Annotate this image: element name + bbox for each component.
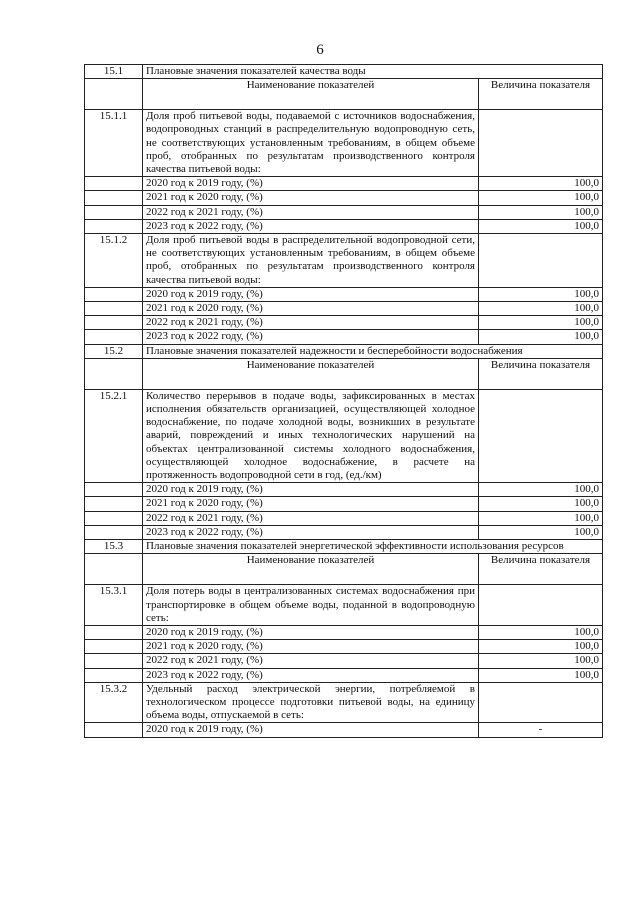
row-label: 2020 год к 2019 году, (%) xyxy=(143,177,479,191)
row-label: 2021 год к 2020 году, (%) xyxy=(143,640,479,654)
table-row xyxy=(85,525,603,539)
table-row xyxy=(85,640,603,654)
indicator-number: 15.3.2 xyxy=(85,682,143,723)
row-number-blank xyxy=(85,177,143,191)
row-value: 100,0 xyxy=(479,640,603,654)
section-number: 15.3 xyxy=(85,540,143,554)
header-name: Наименование показателей xyxy=(143,358,479,389)
row-number-blank xyxy=(85,511,143,525)
row-number-blank xyxy=(85,316,143,330)
row-number-blank xyxy=(85,205,143,219)
table-row xyxy=(85,177,603,191)
table-row xyxy=(85,205,603,219)
page-number: 6 xyxy=(316,42,324,58)
row-value: - xyxy=(479,723,603,737)
row-number-blank xyxy=(85,525,143,539)
header-blank xyxy=(85,554,143,585)
indicator-text: Удельный расход электрической энергии, потребляемой в технологическом процессе подготовки питьевой воды, на единицу объема воды, отпускаемой в сеть: xyxy=(143,682,479,723)
section-number: 15.2 xyxy=(85,344,143,358)
table-row xyxy=(85,497,603,511)
indicator-text: Доля проб питьевой воды в распределительной водопроводной сети, не соответствующих установленным требованиям, в общем объеме проб, отобранных по результатам производственного контроля качества питьевой воды: xyxy=(143,234,479,288)
row-number-blank xyxy=(85,191,143,205)
row-value: 100,0 xyxy=(479,205,603,219)
row-value: 100,0 xyxy=(479,287,603,301)
row-value: 100,0 xyxy=(479,316,603,330)
header-value: Величина показателя xyxy=(479,358,603,389)
row-number-blank xyxy=(85,219,143,233)
table-row xyxy=(85,219,603,233)
table-row xyxy=(85,723,603,737)
row-label: 2020 год к 2019 году, (%) xyxy=(143,723,479,737)
table-row xyxy=(85,287,603,301)
row-number-blank xyxy=(85,654,143,668)
header-name: Наименование показателей xyxy=(143,554,479,585)
row-value: 100,0 xyxy=(479,668,603,682)
indicator-row xyxy=(85,585,603,626)
header-value: Величина показателя xyxy=(479,79,603,110)
row-label: 2023 год к 2022 году, (%) xyxy=(143,219,479,233)
indicator-text: Количество перерывов в подаче воды, зафиксированных в местах исполнения обязательств организацией, осуществляющей холодное водоснабжение, по подаче холодной воды, возникших в результате аварий, повреждений и иных технологических нарушений на объектах централизованной системы холодного водоснабжения, осуществляющей холодное водоснабжение, в расчете на протяженность водопроводной сети в год, (ед./км) xyxy=(143,389,479,482)
indicator-value-blank xyxy=(479,234,603,288)
row-value: 100,0 xyxy=(479,219,603,233)
row-label: 2021 год к 2020 году, (%) xyxy=(143,191,479,205)
row-value: 100,0 xyxy=(479,330,603,344)
row-value: 100,0 xyxy=(479,525,603,539)
row-label: 2022 год к 2021 году, (%) xyxy=(143,205,479,219)
row-label: 2022 год к 2021 году, (%) xyxy=(143,654,479,668)
row-value: 100,0 xyxy=(479,511,603,525)
row-number-blank xyxy=(85,287,143,301)
table-row xyxy=(85,511,603,525)
header-blank xyxy=(85,358,143,389)
indicator-value-blank xyxy=(479,389,603,482)
indicator-number: 15.1.2 xyxy=(85,234,143,288)
indicator-number: 15.1.1 xyxy=(85,110,143,177)
table-row xyxy=(85,625,603,639)
header-row xyxy=(85,358,603,389)
row-label: 2023 год к 2022 году, (%) xyxy=(143,668,479,682)
row-value: 100,0 xyxy=(479,625,603,639)
indicator-row xyxy=(85,389,603,482)
indicator-text: Доля проб питьевой воды, подаваемой с источников водоснабжения, водопроводных станций в распределительную водопроводную сеть, не соответствующих установленным требованиям, в общем объеме проб, отобранных по результатам производственного контроля качества питьевой воды: xyxy=(143,110,479,177)
table-row xyxy=(85,654,603,668)
table-row xyxy=(85,330,603,344)
row-number-blank xyxy=(85,723,143,737)
section-title: Плановые значения показателей качества воды xyxy=(143,65,603,79)
indicator-row xyxy=(85,682,603,723)
indicator-value-blank xyxy=(479,110,603,177)
indicators-table xyxy=(84,64,603,738)
row-number-blank xyxy=(85,330,143,344)
row-value: 100,0 xyxy=(479,654,603,668)
table-row xyxy=(85,191,603,205)
table-body xyxy=(85,65,603,738)
row-label: 2021 год к 2020 году, (%) xyxy=(143,302,479,316)
row-number-blank xyxy=(85,302,143,316)
header-row xyxy=(85,79,603,110)
section-title: Плановые значения показателей надежности и бесперебойности водоснабжения xyxy=(143,344,603,358)
indicator-number: 15.2.1 xyxy=(85,389,143,482)
indicator-text: Доля потерь воды в централизованных системах водоснабжения при транспортировке в общем объеме воды, поданной в водопроводную сеть: xyxy=(143,585,479,626)
table-row xyxy=(85,302,603,316)
table-row xyxy=(85,483,603,497)
header-value: Величина показателя xyxy=(479,554,603,585)
row-number-blank xyxy=(85,625,143,639)
indicator-number: 15.3.1 xyxy=(85,585,143,626)
indicator-value-blank xyxy=(479,585,603,626)
header-row xyxy=(85,554,603,585)
table-row xyxy=(85,316,603,330)
row-label: 2020 год к 2019 году, (%) xyxy=(143,625,479,639)
row-value: 100,0 xyxy=(479,497,603,511)
row-number-blank xyxy=(85,483,143,497)
section-title-row xyxy=(85,344,603,358)
section-number: 15.1 xyxy=(85,65,143,79)
row-value: 100,0 xyxy=(479,483,603,497)
header-blank xyxy=(85,79,143,110)
section-title: Плановые значения показателей энергетической эффективности использования ресурсов xyxy=(143,540,603,554)
row-value: 100,0 xyxy=(479,302,603,316)
header-name: Наименование показателей xyxy=(143,79,479,110)
row-label: 2021 год к 2020 году, (%) xyxy=(143,497,479,511)
row-value: 100,0 xyxy=(479,191,603,205)
row-number-blank xyxy=(85,668,143,682)
indicator-row xyxy=(85,234,603,288)
table-row xyxy=(85,668,603,682)
section-title-row xyxy=(85,65,603,79)
indicator-value-blank xyxy=(479,682,603,723)
row-label: 2022 год к 2021 году, (%) xyxy=(143,316,479,330)
row-label: 2022 год к 2021 году, (%) xyxy=(143,511,479,525)
row-label: 2023 год к 2022 году, (%) xyxy=(143,525,479,539)
row-number-blank xyxy=(85,640,143,654)
indicator-row xyxy=(85,110,603,177)
row-number-blank xyxy=(85,497,143,511)
row-label: 2023 год к 2022 году, (%) xyxy=(143,330,479,344)
section-title-row xyxy=(85,540,603,554)
row-label: 2020 год к 2019 году, (%) xyxy=(143,483,479,497)
row-value: 100,0 xyxy=(479,177,603,191)
row-label: 2020 год к 2019 году, (%) xyxy=(143,287,479,301)
